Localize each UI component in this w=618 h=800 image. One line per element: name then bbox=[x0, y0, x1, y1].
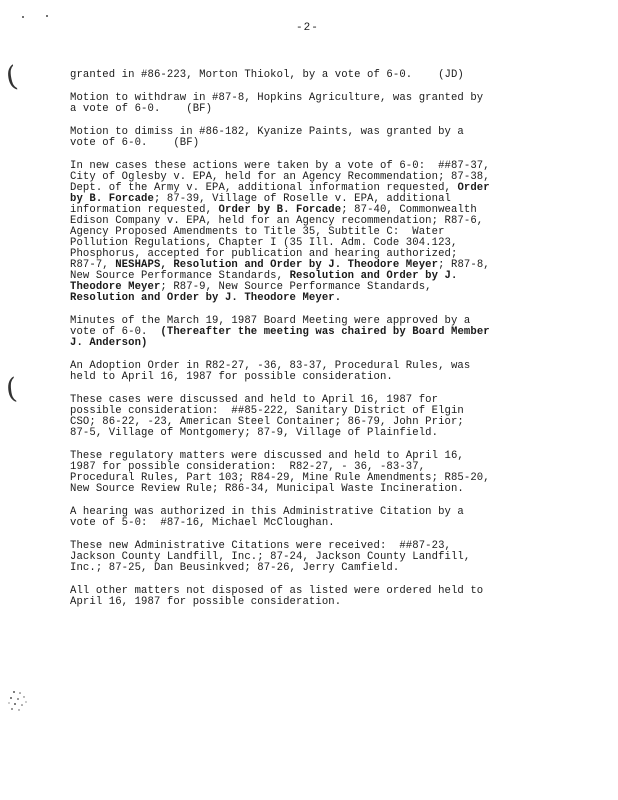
text-run: ; R87-9, New Source Performance Standards, bbox=[160, 281, 432, 293]
text-run: Inc.; 87-25, Dan Beusinkved; 87-26, Jerry Camfield. bbox=[70, 562, 400, 574]
text-run: vote of 6-0. (BF) bbox=[70, 137, 200, 149]
text-line bbox=[70, 597, 550, 608]
bold-text: J. Anderson) bbox=[70, 337, 148, 349]
text-run: Minutes of the March 19, 1987 Board Meeting were approved by a bbox=[70, 315, 471, 327]
text-line bbox=[70, 563, 550, 574]
text-run: New Source Review Rule; R86-34, Municipal Waste Incineration. bbox=[70, 483, 464, 495]
text-run: 87-5, Village of Montgomery; 87-9, Village of Plainfield. bbox=[70, 427, 439, 439]
text-run: These regulatory matters were discussed and held to April 16, bbox=[70, 450, 464, 462]
text-line bbox=[70, 484, 550, 495]
text-line bbox=[70, 428, 550, 439]
text-run: vote of 5-0: #87-16, Michael McCloughan. bbox=[70, 517, 335, 529]
text-line bbox=[70, 518, 550, 529]
text-run: Motion to dimiss in #86-182, Kyanize Paints, was granted by a bbox=[70, 126, 464, 138]
text-run: In new cases these actions were taken by a vote of 6-0: ##87-37, bbox=[70, 160, 490, 172]
bold-text: Resolution and Order by J. bbox=[289, 270, 458, 282]
text-run: April 16, 1987 for possible consideration. bbox=[70, 596, 342, 608]
paragraph bbox=[70, 93, 550, 115]
paragraph bbox=[70, 395, 550, 439]
bold-text: NESHAPS, Resolution and Order by J. Theodore Meyer bbox=[115, 259, 439, 271]
scan-speck bbox=[46, 15, 48, 17]
bold-text: Order bbox=[457, 182, 490, 194]
scan-speck bbox=[22, 16, 24, 18]
scan-smudge bbox=[6, 688, 32, 714]
page-number: -2- bbox=[296, 22, 319, 34]
paragraph bbox=[70, 70, 550, 81]
text-run: vote of 6-0. bbox=[70, 326, 161, 338]
text-run: All other matters not disposed of as listed were ordered held to bbox=[70, 585, 484, 597]
text-run: These new Administrative Citations were received: ##87-23, bbox=[70, 540, 451, 552]
paragraph bbox=[70, 451, 550, 495]
paragraph bbox=[70, 316, 550, 349]
text-run: ; 87-39, Village of Roselle v. EPA, additional bbox=[153, 193, 451, 205]
text-line bbox=[70, 104, 550, 115]
paragraph bbox=[70, 586, 550, 608]
text-run: An Adoption Order in R82-27, -36, 83-37, Procedural Rules, was bbox=[70, 360, 471, 372]
text-line bbox=[70, 70, 550, 81]
text-run: Agency Proposed Amendments to Title 35, Subtitle C: Water bbox=[70, 226, 445, 238]
text-line bbox=[70, 338, 550, 349]
bold-text: Theodore Meyer bbox=[70, 281, 161, 293]
margin-mark: ( bbox=[3, 59, 20, 94]
paragraph bbox=[70, 507, 550, 529]
text-line bbox=[70, 293, 550, 304]
minutes-body bbox=[70, 70, 550, 620]
margin-mark: ( bbox=[4, 371, 19, 406]
bold-text: Resolution and Order by J. Theodore Meyer. bbox=[70, 292, 342, 304]
text-run: City of Oglesby v. EPA, held for an Agency Recommendation; 87-38, bbox=[70, 171, 490, 183]
text-run: ; 87-40, Commonwealth bbox=[341, 204, 477, 216]
text-line bbox=[70, 138, 550, 149]
text-run: held to April 16, 1987 for possible consideration. bbox=[70, 371, 393, 383]
bold-text: Order by B. Forcade bbox=[218, 204, 342, 216]
text-run: Dept. of the Army v. EPA, additional information requested, bbox=[70, 182, 458, 194]
text-run: New Source Performance Standards, bbox=[70, 270, 290, 282]
paragraph bbox=[70, 361, 550, 383]
text-run: information requested, bbox=[70, 204, 219, 216]
text-run: Jackson County Landfill, Inc.; 87-24, Jackson County Landfill, bbox=[70, 551, 471, 563]
text-run: A hearing was authorized in this Administrative Citation by a bbox=[70, 506, 464, 518]
text-run: CSO; 86-22, -23, American Steel Container; 86-79, John Prior; bbox=[70, 416, 464, 428]
bold-text: (Thereafter the meeting was chaired by Board Member bbox=[160, 326, 490, 338]
paragraph bbox=[70, 161, 550, 304]
bold-text: by B. Forcade bbox=[70, 193, 154, 205]
text-run: Motion to withdraw in #87-8, Hopkins Agriculture, was granted by bbox=[70, 92, 484, 104]
text-run: Phosphorus, accepted for publication and hearing authorized; bbox=[70, 248, 458, 260]
text-run: Pollution Regulations, Chapter I (35 Ill. Adm. Code 304.123, bbox=[70, 237, 458, 249]
paragraph bbox=[70, 127, 550, 149]
text-run: granted in #86-223, Morton Thiokol, by a vote of 6-0. (JD) bbox=[70, 69, 464, 81]
text-run: a vote of 6-0. (BF) bbox=[70, 103, 213, 115]
text-run: These cases were discussed and held to April 16, 1987 for bbox=[70, 394, 439, 406]
text-line bbox=[70, 372, 550, 383]
text-run: Edison Company v. EPA, held for an Agency recommendation; R87-6, bbox=[70, 215, 484, 227]
text-run: 1987 for possible consideration: R82-27, - 36, -83-37, bbox=[70, 461, 426, 473]
text-run: possible consideration: ##85-222, Sanitary District of Elgin bbox=[70, 405, 464, 417]
text-run: R87-7, bbox=[70, 259, 116, 271]
text-run: Procedural Rules, Part 103; R84-29, Mine Rule Amendments; R85-20, bbox=[70, 472, 490, 484]
text-run: ; R87-8, bbox=[438, 259, 490, 271]
paragraph bbox=[70, 541, 550, 574]
